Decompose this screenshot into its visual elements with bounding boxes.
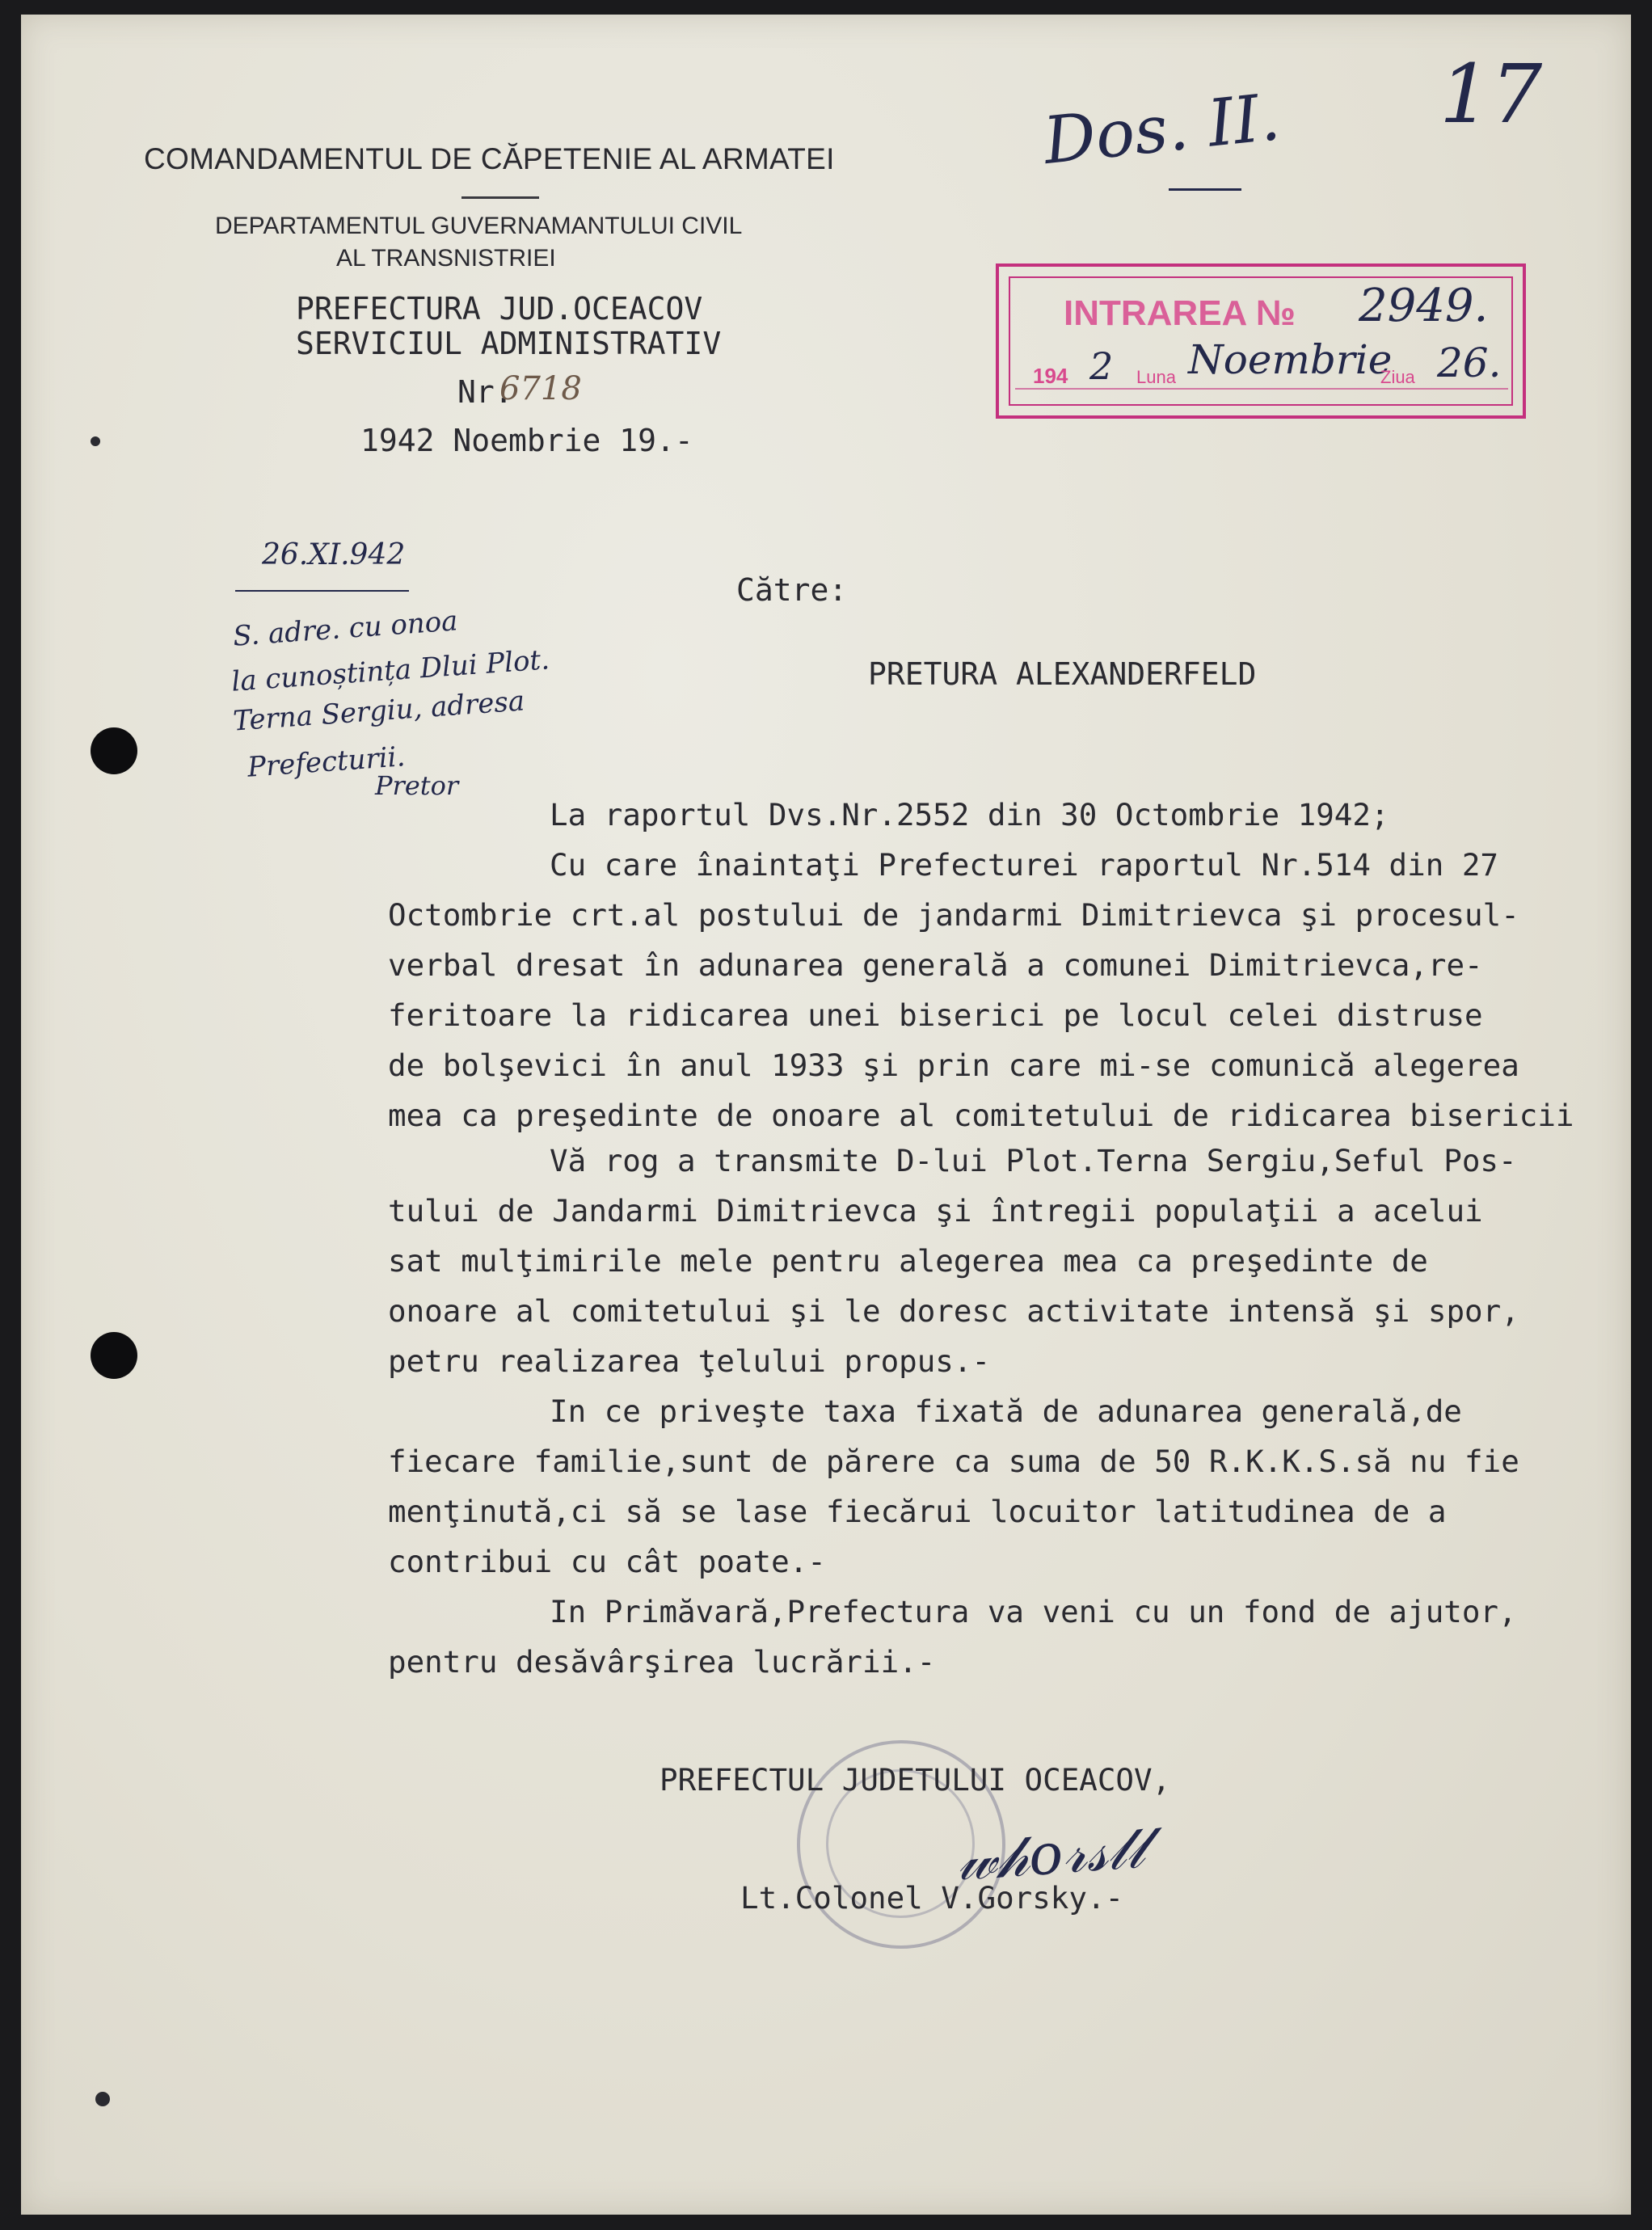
body-line: de bolşevici în anul 1933 şi prin care mi-se comunică alegerea [388, 1048, 1519, 1083]
body-line: menţinută,ci să se lase fiecărui locuitor latitudinea de a [388, 1494, 1447, 1529]
paper-speck [95, 2092, 110, 2106]
entry-stamp-rule [1015, 388, 1508, 390]
folio-number: 17 [1439, 47, 1543, 141]
body-line: feritoare la ridicarea unei biserici pe locul celei distruse [388, 997, 1483, 1033]
marginal-note-signature: Pretor [375, 770, 459, 801]
marginal-note-line: S. adre. cu onoa [231, 605, 459, 653]
entry-stamp-title: INTRAREA № [1064, 293, 1296, 333]
registry-number-label: Nr. [457, 374, 513, 410]
body-line: mea ca preşedinte de onoare al comitetului de ridicarea bisericii [388, 1098, 1574, 1133]
body-line: In Primăvară,Prefectura va veni cu un fond de ajutor, [550, 1594, 1517, 1629]
body-line: pentru desăvârşirea lucrării.- [388, 1644, 936, 1680]
org-line-2: DEPARTAMENTUL GUVERNAMANTULUI CIVIL [215, 213, 743, 239]
body-line: petru realizarea ţelului propus.- [388, 1343, 991, 1379]
document-date: 1942 Noembrie 19.- [360, 423, 693, 458]
marginal-note-line: la cunoștința Dlui Plot. [230, 643, 551, 698]
body-line: onoare al comitetului şi le doresc activitate intensă şi spor, [388, 1293, 1519, 1329]
handwritten-signature: 𝓌𝒽𝑜𝓇𝓈𝓁𝓁 [955, 1814, 1147, 1895]
signatory-name: Lt.Colonel V.Gorsky.- [740, 1880, 1124, 1916]
org-line-3: AL TRANSNISTRIEI [336, 245, 556, 272]
body-line: In ce priveşte taxa fixată de adunarea generală,de [550, 1393, 1462, 1429]
paper-speck [91, 436, 100, 446]
body-line: fiecare familie,sunt de părere ca suma de 50 R.K.K.S.să nu fie [388, 1444, 1519, 1479]
body-line: Octombrie crt.al postului de jandarmi Dimitrievca şi procesul- [388, 897, 1519, 933]
org-line-1: COMANDAMENTUL DE CĂPETENIE AL ARMATEI [144, 142, 835, 175]
body-line: tului de Jandarmi Dimitrievca şi întregii populaţii a acelui [388, 1193, 1483, 1229]
recipient: PRETURA ALEXANDERFELD [868, 656, 1257, 692]
fond-annotation: Dos. II. [1039, 78, 1283, 179]
body-line: verbal dresat în adunarea generală a comunei Dimitrievca,re- [388, 947, 1483, 983]
body-line: Vă rog a transmite D-lui Plot.Terna Sergiu,Seful Pos- [550, 1143, 1517, 1178]
body-line: La raportul Dvs.Nr.2552 din 30 Octombrie 1942; [550, 797, 1389, 833]
binder-hole [91, 1332, 137, 1379]
entry-stamp-year-handwritten: 2 [1089, 344, 1114, 388]
entry-stamp-month-label: Luna [1136, 367, 1176, 387]
body-line: Cu care înaintaţi Prefecturei raportul Nr.514 din 27 [550, 847, 1498, 883]
entry-stamp-year-prefix: 194 [1033, 364, 1068, 388]
marginal-note-date: 26.XI.942 [262, 538, 406, 571]
marginal-note-underline [235, 590, 409, 592]
prefecture-line-2: SERVICIUL ADMINISTRATIV [296, 326, 722, 361]
document-page [21, 15, 1631, 2215]
entry-stamp-day-label: Ziua [1380, 367, 1415, 387]
fond-underline [1169, 188, 1241, 191]
body-line: contribui cu cât poate.- [388, 1544, 826, 1579]
header-divider [461, 196, 539, 199]
body-line: sat mulţimirile mele pentru alegerea mea ca preşedinte de [388, 1243, 1428, 1279]
entry-stamp-month: Noembrie [1188, 336, 1393, 383]
entry-stamp-day: 26. [1437, 339, 1502, 386]
entry-stamp-number: 2949. [1359, 280, 1489, 332]
to-label: Către: [736, 572, 848, 608]
signature-title: PREFECTUL JUDETULUI OCEACOV, [660, 1762, 1171, 1798]
marginal-note-line: Terna Sergiu, adresa [232, 685, 526, 738]
prefecture-line-1: PREFECTURA JUD.OCEACOV [296, 291, 703, 327]
marginal-note-line: Prefecturii. [246, 740, 407, 784]
binder-hole [91, 727, 137, 774]
registry-number-value: 6718 [499, 370, 582, 407]
